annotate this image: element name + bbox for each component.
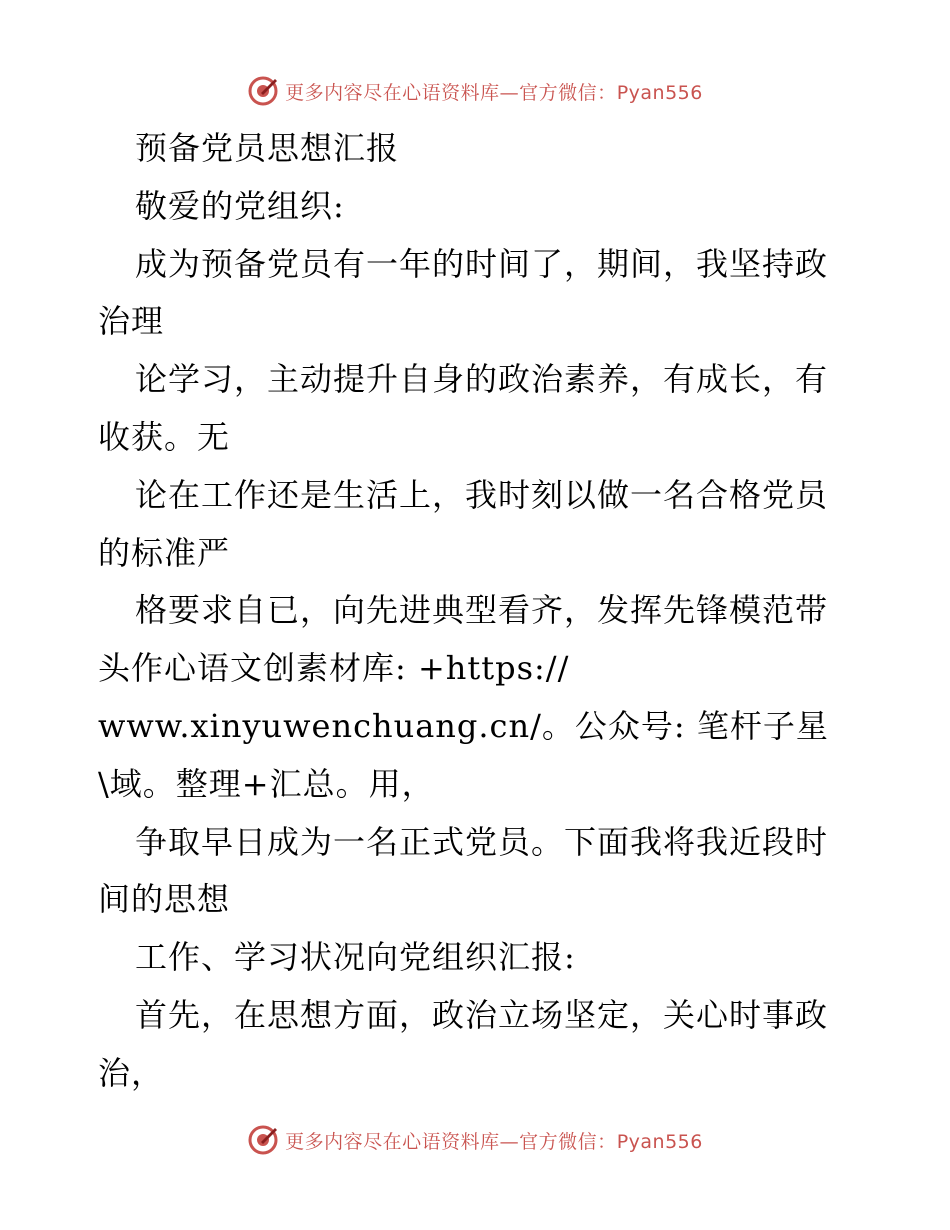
body-line-url: www.xinyuwenchuang.cn/。公众号: 笔杆子星 <box>98 706 829 745</box>
body-line: 头作心语文创素材库: +https:// <box>98 649 570 688</box>
body-line: 收获。无 <box>98 417 231 456</box>
document-title: 预备党员思想汇报 <box>135 129 400 167</box>
footer-banner <box>0 1120 950 1160</box>
body-line: 首先，在思想方面，政治立场坚定，关心时事政 <box>135 995 829 1034</box>
brand-logo-icon <box>247 75 279 107</box>
banner-text: 更多内容尽在心语资料库—官方微信：Pyan556 <box>285 81 703 104</box>
salutation: 敬爱的党组织: <box>135 186 345 225</box>
document-body <box>98 120 858 1103</box>
body-line: 论学习，主动提升自身的政治素养，有成长，有 <box>135 360 829 399</box>
body-line: 格要求自已，向先进典型看齐，发挥先锋模范带 <box>135 591 829 630</box>
body-line: 论在工作还是生活上，我时刻以做一名合格党员 <box>135 475 829 514</box>
banner-text: 更多内容尽在心语资料库—官方微信：Pyan556 <box>285 1130 703 1153</box>
body-line: 间的思想 <box>98 880 231 919</box>
body-line: 治， <box>98 1053 165 1092</box>
body-line: \域。整理+汇总。用， <box>98 764 435 803</box>
body-line: 成为预备党员有一年的时间了，期间，我坚持政 <box>135 244 829 283</box>
header-banner <box>0 71 950 111</box>
body-line: 争取早日成为一名正式党员。下面我将我近段时 <box>135 822 829 861</box>
body-line: 工作、学习状况向党组织汇报: <box>135 938 576 977</box>
body-line: 的标准严 <box>98 533 231 572</box>
body-line: 治理 <box>98 302 165 341</box>
brand-logo-icon <box>247 1124 279 1156</box>
